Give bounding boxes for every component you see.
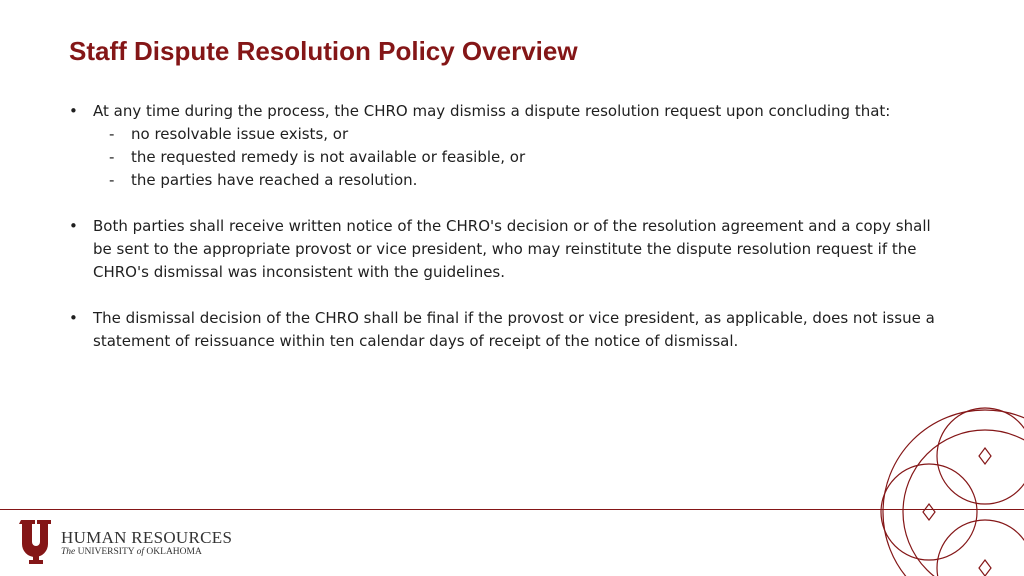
decorative-circles-icon [860, 400, 1024, 576]
bullet-marker: • [69, 102, 78, 120]
university-name [61, 547, 202, 557]
page-title: Staff Dispute Resolution Policy Overview [69, 36, 578, 66]
sub-marker: - [109, 148, 115, 166]
university-state: OKLAHOMA [146, 547, 202, 557]
bullet-marker: • [69, 309, 78, 327]
bullet-marker: • [69, 217, 78, 235]
sub-marker: - [109, 125, 115, 143]
sub-item-1 [93, 123, 949, 146]
sub-list [93, 123, 949, 192]
bullet-item-3 [69, 307, 949, 353]
sub-item-text: the parties have reached a resolution. [131, 171, 418, 189]
sub-marker: - [109, 171, 115, 189]
sub-item-2 [93, 146, 949, 169]
bullet-item-2 [69, 215, 949, 284]
slide-content [69, 100, 949, 376]
footer-divider [0, 509, 1024, 510]
university-word: UNIVERSITY [77, 547, 135, 557]
ou-logo-icon [18, 518, 54, 566]
department-name: HUMAN RESOURCES [61, 528, 233, 547]
bullet-text: The dismissal decision of the CHRO shall be final if the provost or vice president, as applicable, does not issue a statement of reissuance within ten calendar days of receipt of the notice of dismissal. [93, 309, 935, 350]
sub-item-text: the requested remedy is not available or feasible, or [131, 148, 526, 166]
sub-item-3 [93, 169, 949, 192]
sub-item-text: no resolvable issue exists, or [131, 125, 349, 143]
bullet-text: Both parties shall receive written notice of the CHRO's decision or of the resolution agreement and a copy shall be sent to the appropriate provost or vice president, who may reinstitute the dispute resolution request if the CHRO's dismissal was inconsistent with the guidelines. [93, 217, 931, 281]
bullet-item-1 [69, 100, 949, 192]
university-prefix: The [61, 547, 76, 557]
bullet-text: At any time during the process, the CHRO may dismiss a dispute resolution request upon concluding that: [93, 102, 891, 120]
university-of: of [136, 547, 145, 557]
